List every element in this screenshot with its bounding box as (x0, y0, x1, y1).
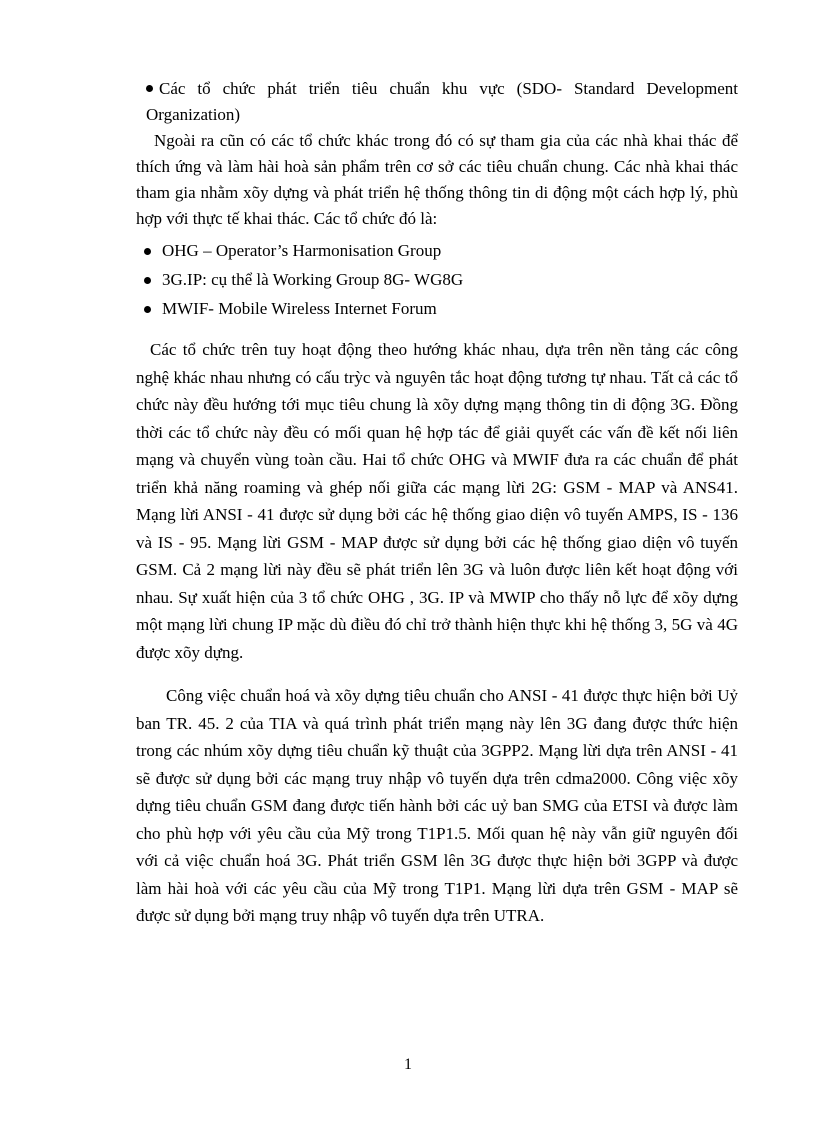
bullet-dot-icon (146, 85, 153, 92)
list-item (136, 238, 738, 264)
bullet-dot-icon (144, 248, 151, 255)
paragraph-organizations-goals: Các tổ chức trên tuy hoạt động theo hướng khác nhau, dựa trên nền tảng các công nghệ khác nhau nhưng có cấu trỳc và nguyên tắc hoạt động tương tự nhau. Tất cả các tổ chức này đều hướng tới mục tiêu chung là xõy dựng mạng thông tin di động 3G. Đồng thời các tổ chức này đều có mối quan hệ hợp tác để giải quyết các vấn đề kết nối liên mạng và chuyển vùng toàn cầu. Hai tổ chức OHG và MWIF đưa ra các chuẩn để phát triển khả năng roaming và ghép nối giữa các mạng lừi 2G: GSM - MAP và ANS41. Mạng lừi ANSI - 41 được sử dụng bởi các hệ thống giao diện vô tuyến AMPS, IS - 136 và IS - 95. Mạng lừi GSM - MAP được sử dụng bởi các hệ thống giao diện vô tuyến GSM. Cả 2 mạng lừi này đều sẽ phát triển lên 3G và luôn được liên kết hoạt động với nhau. Sự xuất hiện của 3 tổ chức OHG , 3G. IP và MWIP cho thấy nỗ lực để xõy dựng một mạng lừi chung IP mặc dù điều đó chỉ trở thành hiện thực khi hệ thống 3, 5G và 4G được xõy dựng. (136, 340, 738, 662)
page-number: 1 (404, 1056, 412, 1073)
intro-bullet-text: Các tổ chức phát triển tiêu chuẩn khu vực (SDO- Standard Development Organization) (146, 79, 738, 124)
list-item (136, 267, 738, 293)
intro-bullet (136, 76, 738, 128)
paragraph-organizations-intro: Ngoài ra cũn có các tổ chức khác trong đó có sự tham gia của các nhà khai thác để thích ứng và làm hài hoà sản phẩm trên cơ sở các tiêu chuẩn chung. Các nhà khai thác tham gia nhằm xõy dựng và phát triển hệ thống thông tin di động một cách hợp lý, phù hợp với thực tế khai thác. Các tổ chức đó là: (136, 131, 738, 228)
list-item-text: MWIF- Mobile Wireless Internet Forum (162, 299, 437, 318)
bullet-dot-icon (144, 306, 151, 313)
paragraph-standardization: Công việc chuẩn hoá và xõy dựng tiêu chuẩn cho ANSI - 41 được thực hiện bởi Uỷ ban TR. 45. 2 của TIA và quá trình phát triển mạng này lên 3G đang được thức hiện trong các nhúm xõy dựng tiêu chuẩn kỹ thuật của 3GPP2. Mạng lừi dựa trên ANSI - 41 sẽ được sử dụng bởi các mạng truy nhập vô tuyến dựa trên cdma2000. Công việc xõy dựng tiêu chuẩn GSM đang được tiến hành bởi các uỷ ban SMG của ETSI và được làm cho phù hợp với yêu cầu của Mỹ trong T1P1.5. Mối quan hệ này vẫn giữ nguyên đối với cả việc chuẩn hoá 3G. Phát triển GSM lên 3G được thực hiện bởi 3GPP và được làm hài hoà với các yêu cầu của Mỹ trong T1P1. Mạng lừi dựa trên GSM - MAP sẽ được sử dụng bởi mạng truy nhập vô tuyến dựa trên UTRA. (136, 686, 738, 925)
organization-list (136, 238, 738, 322)
list-item (136, 296, 738, 322)
bullet-dot-icon (144, 277, 151, 284)
list-item-text: 3G.IP: cụ thể là Working Group 8G- WG8G (162, 270, 464, 289)
list-item-text: OHG – Operator’s Harmonisation Group (162, 241, 442, 260)
document-page (136, 76, 738, 930)
